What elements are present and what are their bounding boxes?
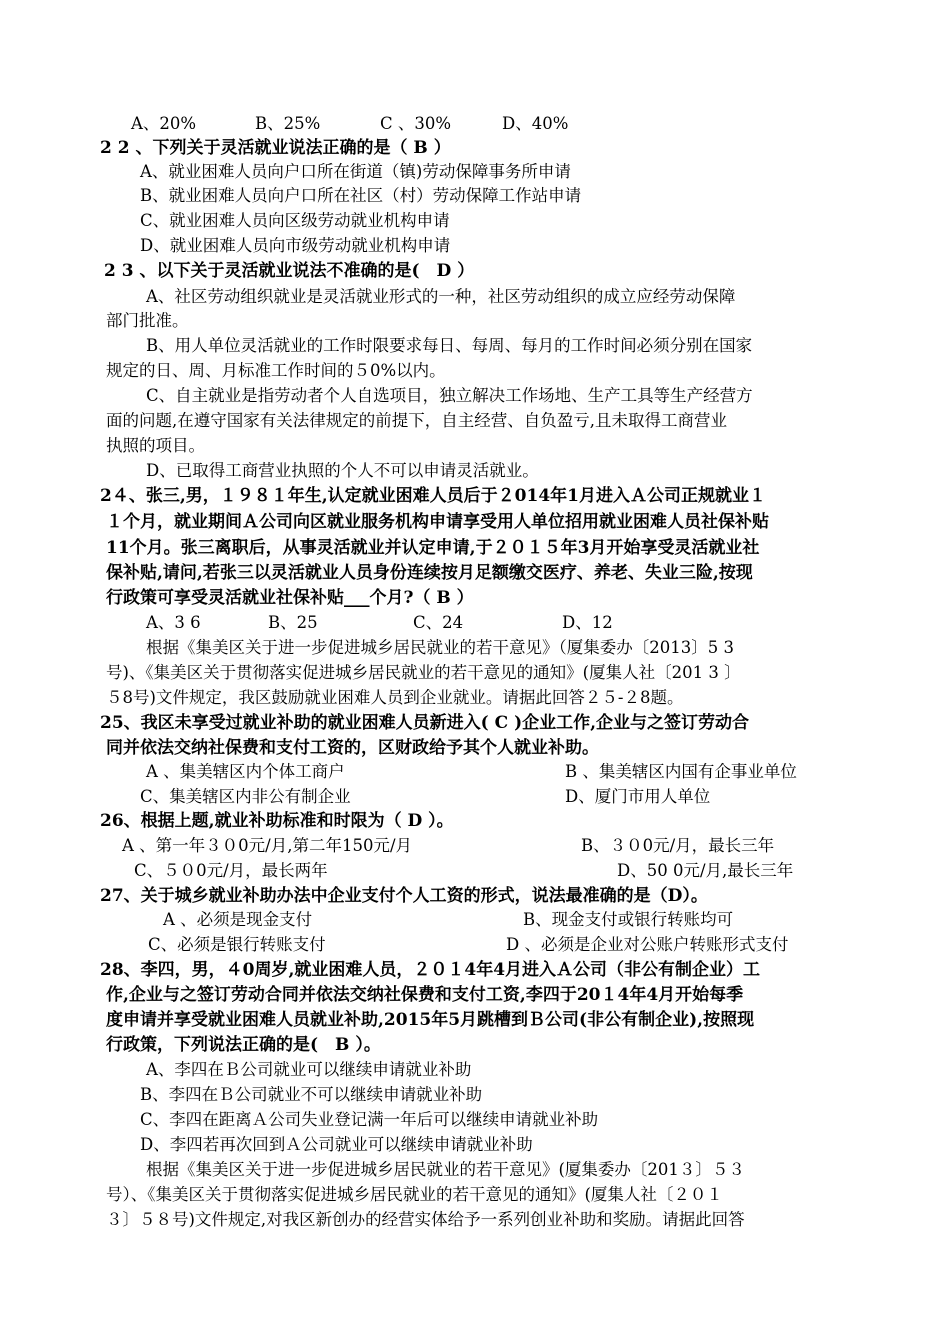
question-27-option-a: A 、必须是现金支付 <box>163 910 313 929</box>
question-26-option-b: B、３０0元/月，最长三年 <box>581 836 775 855</box>
question-27-option-b: B、现金支付或银行转账均可 <box>523 910 734 929</box>
question-26-stem: 26、根据上题,就业补助标准和时限为（ D ）。 <box>100 811 454 831</box>
question-24-line3: 11个月。张三离职后，从事灵活就业并认定申请,于２０１５年3月开始享受灵活就业社 <box>106 538 760 558</box>
option-d: D、40% <box>502 114 569 133</box>
question-25-option-b: B 、集美辖区内国有企事业单位 <box>565 762 797 781</box>
question-25-option-c: C、集美辖区内非公有制企业 <box>140 787 351 806</box>
question-24-option-a: A、3 6 <box>146 613 201 632</box>
question-28-option-a: A、李四在Ｂ公司就业可以继续申请就业补助 <box>146 1060 472 1079</box>
question-23-option-c-line2: 面的问题,在遵守国家有关法律规定的前提下，自主经营、自负盈亏,且未取得工商营业 <box>106 411 727 430</box>
question-23-option-a-line1: A、社区劳动组织就业是灵活就业形式的一种，社区劳动组织的成立应经劳动保障 <box>146 287 736 306</box>
question-25-option-a: A 、集美辖区内个体工商户 <box>146 762 345 781</box>
question-28-line1: 28、李四，男，４0周岁,就业困难人员，２０１4年4月进入Ａ公司（非公有制企业）工 <box>100 960 761 980</box>
question-28-line4: 行政策，下列说法正确的是( B ）。 <box>106 1035 381 1055</box>
question-27-option-d: D 、必须是企业对公账户转账形式支付 <box>506 935 789 954</box>
question-28-option-c: C、李四在距离Ａ公司失业登记满一年后可以继续申请就业补助 <box>140 1110 599 1129</box>
question-24-line4: 保补贴,请问,若张三以灵活就业人员身份连续按月足额缴交医疗、养老、失业三险,按现 <box>106 563 753 583</box>
question-27-stem: 27、关于城乡就业补助办法中企业支付个人工资的形式，说法最准确的是（D）。 <box>100 886 708 906</box>
question-26-option-a: A 、第一年３０0元/月,第二年150元/月 <box>122 836 413 855</box>
intro1-line3: ５8号)文件规定，我区鼓励就业困难人员到企业就业。请据此回答２５-２8题。 <box>106 688 684 707</box>
question-23-option-a-line2: 部门批准。 <box>106 311 189 330</box>
question-23-option-c-line1: C、自主就业是指劳动者个人自选项目，独立解决工作场地、生产工具等生产经营方 <box>146 386 753 405</box>
option-b: B、25% <box>255 114 321 133</box>
question-24-option-d: D、12 <box>562 613 613 632</box>
question-25-line1: 25、我区未享受过就业补助的就业困难人员新进入( C )企业工作,企业与之签订劳动合 <box>100 713 750 733</box>
question-26-option-d: D、50 0元/月,最长三年 <box>617 861 794 880</box>
question-28-option-b: B、李四在Ｂ公司就业不可以继续申请就业补助 <box>140 1085 483 1104</box>
question-23-option-b-line2: 规定的日、周、月标准工作时间的５0%以内。 <box>106 361 446 380</box>
question-23-option-d: D、已取得工商营业执照的个人不可以申请灵活就业。 <box>146 461 539 480</box>
question-24-option-c: C、24 <box>413 613 464 632</box>
question-24-line5: 行政策可享受灵活就业社保补贴___个月?（ B ） <box>106 588 474 608</box>
intro1-line1: 根据《集美区关于进一步促进城乡居民就业的若干意见》（厦集委办〔2013〕5 3 <box>146 638 734 657</box>
question-22-stem: 2 2 、下列关于灵活就业说法正确的是（ B ） <box>100 138 451 158</box>
question-24-line2: １个月，就业期间Ａ公司向区就业服务机构申请享受用人单位招用就业困难人员社保补贴 <box>106 512 769 532</box>
question-27-option-c: C、必须是银行转账支付 <box>148 935 326 954</box>
question-23-option-c-line3: 执照的项目。 <box>106 436 205 455</box>
question-22-option-a: A、就业困难人员向户口所在街道（镇)劳动保障事务所申请 <box>140 162 571 181</box>
question-26-option-c: C、５０0元/月，最长两年 <box>134 861 328 880</box>
intro2-line1: 根据《集美区关于进一步促进城乡居民就业的若干意见》(厦集委办〔201３〕５３ <box>146 1160 745 1179</box>
question-22-option-d: D、就业困难人员向市级劳动就业机构申请 <box>140 236 451 255</box>
question-25-option-d: D、厦门市用人单位 <box>565 787 711 806</box>
question-22-option-c: C、就业困难人员向区级劳动就业机构申请 <box>140 211 450 230</box>
option-c: C 、30% <box>380 114 452 133</box>
question-22-option-b: B、就业困难人员向户口所在社区（村）劳动保障工作站申请 <box>140 186 582 205</box>
question-28-line3: 度申请并享受就业困难人员就业补助,2015年5月跳槽到Ｂ公司(非公有制企业),按照现 <box>106 1010 755 1030</box>
intro2-line3: ３〕５８号)文件规定,对我区新创办的经营实体给予一系列创业补助和奖励。请据此回答 <box>106 1210 745 1229</box>
question-23-option-b-line1: B、用人单位灵活就业的工作时限要求每日、每周、每月的工作时间必须分别在国家 <box>146 336 753 355</box>
question-24-option-b: B、25 <box>268 613 318 632</box>
intro1-line2: 号)、《集美区关于贯彻落实促进城乡居民就业的若干意见的通知》(厦集人社〔201 3 〕 <box>106 663 741 682</box>
question-24-line1: 2４、张三,男，１９８１年生,认定就业困难人员后于２014年1月进入Ａ公司正规就业１ <box>100 486 766 506</box>
question-25-line2: 同并依法交纳社保费和支付工资的，区财政给予其个人就业补助。 <box>106 738 599 758</box>
question-23-stem: 2 3 、以下关于灵活就业说法不准确的是( D ） <box>104 261 475 281</box>
question-28-line2: 作,企业与之签订劳动合同并依法交纳社保费和支付工资,李四于20１4年4月开始每季 <box>106 985 744 1005</box>
question-28-option-d: D、李四若再次回到Ａ公司就业可以继续申请就业补助 <box>140 1135 533 1154</box>
intro2-line2: 号）、《集美区关于贯彻落实促进城乡居民就业的若干意见的通知》(厦集人社〔２０１ <box>106 1185 723 1204</box>
option-a: A、20% <box>131 114 197 133</box>
